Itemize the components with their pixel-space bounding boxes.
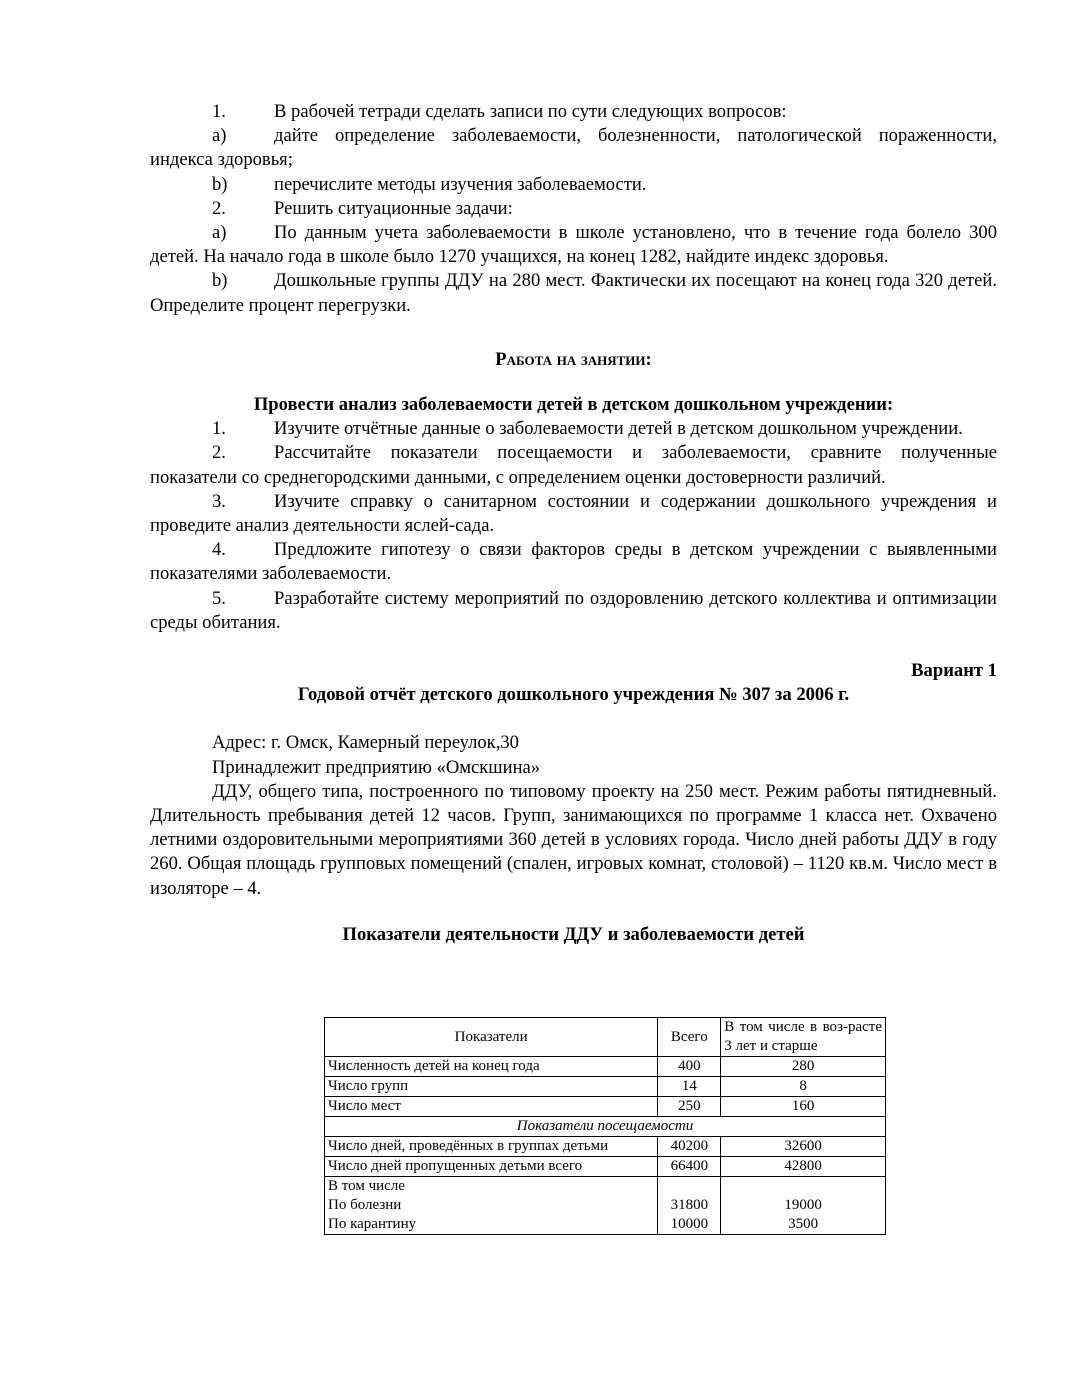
row-age3: 32600 — [721, 1137, 886, 1157]
homework-item-2a — [150, 221, 997, 269]
row-total: 250 — [658, 1097, 721, 1117]
indicators-table — [324, 1017, 886, 1235]
item-text: перечислите методы изучения заболеваемости. — [274, 173, 647, 195]
task-item-4 — [150, 538, 997, 586]
table-row — [325, 1177, 886, 1235]
item-text: дайте определение заболеваемости, болезненности, патологической пораженности, индекса здоровья; — [150, 125, 997, 171]
description: ДДУ, общего типа, построенного по типовому проекту на 250 мест. Режим работы пятидневный. Длительность пребывания детей 12 часов. Групп, занимающихся по программе 1 класса нет. Охвачено летними оздоровительными мероприятиями 360 детей в условиях города. Число дней работы ДДУ в году 260. Общая площадь групповых помещений (спален, игровых комнат, столовой) – 1120 кв.м. Число мест в изоляторе – 4. — [150, 780, 997, 899]
table-row — [325, 1097, 886, 1117]
header-total: Всего — [658, 1018, 721, 1057]
report-title: Годовой отчёт детского дошкольного учреждения № 307 за 2006 г. — [297, 684, 850, 706]
row-label: Число дней, проведённых в группах детьми — [325, 1137, 658, 1157]
value: 19000 — [784, 1197, 822, 1213]
section-title: Работа на занятии: — [495, 348, 652, 370]
table-section-row — [325, 1117, 886, 1137]
task-item-2 — [150, 441, 997, 489]
item-number: 2. — [212, 442, 226, 464]
section-attendance: Показатели посещаемости — [325, 1117, 886, 1137]
task-item-3 — [150, 490, 997, 538]
row-label — [325, 1177, 658, 1235]
row-age3 — [721, 1177, 886, 1235]
row-total: 400 — [658, 1057, 721, 1077]
row-total: 14 — [658, 1077, 721, 1097]
item-text: Рассчитайте показатели посещаемости и заболеваемости, сравните полученные показатели со среднегородскими данными, с определением оценки достоверности различий. — [150, 442, 997, 488]
row-label: Число дней пропущенных детьми всего — [325, 1157, 658, 1177]
item-text: Разработайте систему мероприятий по оздоровлению детского коллектива и оптимизации среды обитания. — [150, 587, 997, 633]
row-total: 66400 — [658, 1157, 721, 1177]
table-row — [325, 1137, 886, 1157]
variant-label: Вариант 1 — [911, 660, 997, 682]
table-header-row — [325, 1018, 886, 1057]
row-label: Численность детей на конец года — [325, 1057, 658, 1077]
table-row — [325, 1077, 886, 1097]
row-age3: 42800 — [721, 1157, 886, 1177]
row-age3: 8 — [721, 1077, 886, 1097]
item-number: b) — [212, 173, 228, 195]
item-text: Предложите гипотезу о связи факторов среды в детском учреждении с выявленными показателями заболеваемости. — [150, 539, 997, 585]
document-page — [150, 100, 997, 947]
label-line: В том числе — [328, 1178, 405, 1194]
item-number: 4. — [212, 539, 226, 561]
homework-item-1a — [150, 124, 997, 172]
task-title: Провести анализ заболеваемости детей в детском дошкольном учреждении: — [253, 394, 894, 416]
value: 31800 — [670, 1197, 709, 1213]
row-label: Число групп — [325, 1077, 658, 1097]
item-text: В рабочей тетради сделать записи по сути следующих вопросов: — [274, 101, 787, 122]
item-text: Изучите отчётные данные о заболеваемости детей в детском дошкольном учреждении. — [274, 418, 963, 440]
header-indicator: Показатели — [325, 1018, 658, 1057]
value: 10000 — [670, 1216, 709, 1232]
label-line: По карантину — [328, 1216, 417, 1232]
homework-item-1 — [150, 100, 997, 124]
item-number: b) — [212, 270, 228, 292]
item-text: Изучите справку о санитарном состоянии и содержании дошкольного учреждения и проведите анализ деятельности яслей-сада. — [150, 490, 997, 537]
item-number: 5. — [212, 587, 226, 609]
item-text: Дошкольные группы ДДУ на 280 мест. Фактически их посещают на конец года 320 детей. Определите процент перегрузки. — [150, 270, 997, 316]
value: 3500 — [788, 1216, 819, 1232]
item-text: По данным учета заболеваемости в школе установлено, что в течение года болело 300 детей. На начало года в школе было 1270 учащихся, на конец 1282, найдите индекс здоровья. — [150, 222, 997, 268]
item-number: a) — [212, 222, 227, 244]
row-age3: 160 — [721, 1097, 886, 1117]
homework-item-2 — [150, 197, 997, 221]
item-number: a) — [212, 125, 227, 147]
label-line: По болезни — [328, 1197, 402, 1213]
row-label: Число мест — [325, 1097, 658, 1117]
homework-item-2b — [150, 269, 997, 317]
task-item-5 — [150, 587, 997, 635]
row-total — [658, 1177, 721, 1235]
item-number: 3. — [212, 490, 226, 512]
item-number: 1. — [212, 418, 226, 440]
row-age3: 280 — [721, 1057, 886, 1077]
task-item-1 — [150, 417, 997, 441]
table-row — [325, 1157, 886, 1177]
row-total: 40200 — [658, 1137, 721, 1157]
owner: Принадлежит предприятию «Омскшина» — [212, 756, 541, 778]
item-text: Решить ситуационные задачи: — [274, 197, 513, 219]
homework-item-1b — [150, 173, 997, 197]
header-age3: В том числе в воз-расте 3 лет и старше — [721, 1018, 886, 1057]
item-number: 1. — [212, 101, 226, 122]
address: Адрес: г. Омск, Камерный переулок,30 — [212, 732, 519, 754]
table-title: Показатели деятельности ДДУ и заболеваемости детей — [342, 923, 805, 945]
item-number: 2. — [212, 197, 226, 219]
table-row — [325, 1057, 886, 1077]
